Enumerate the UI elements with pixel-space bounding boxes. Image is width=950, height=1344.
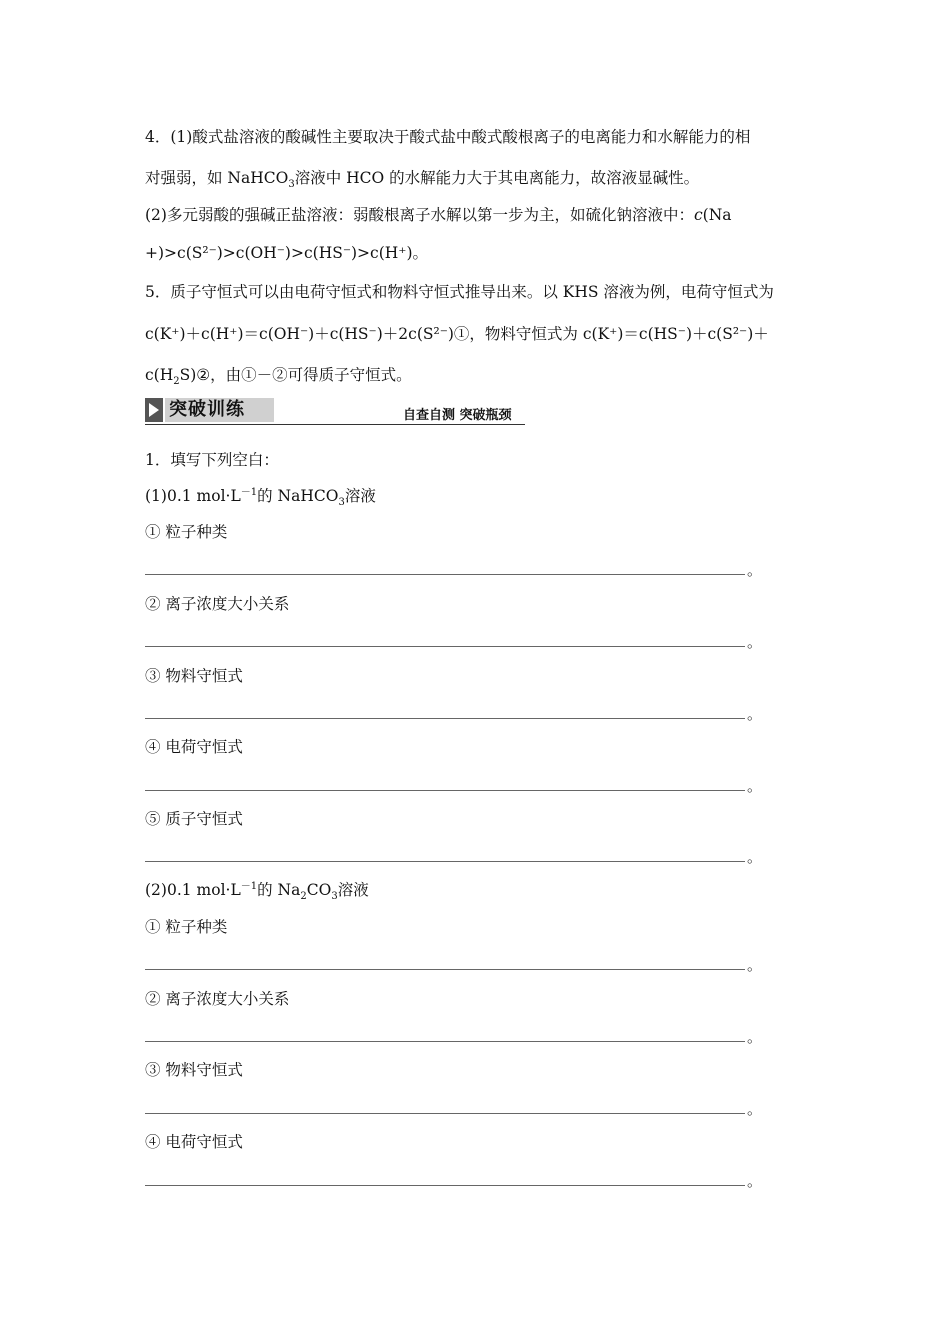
section-header xyxy=(145,398,525,425)
q1-part2-d: 溶液 xyxy=(337,881,369,899)
q1-part2-sub2: 3 xyxy=(331,891,338,903)
para4-line3-text: (2)多元弱酸的强碱正盐溶液：弱酸根离子水解以第一步为主，如硫化钠溶液中： xyxy=(145,206,694,224)
period-mark: 。 xyxy=(747,1172,763,1190)
para5-line3a: c(H xyxy=(145,366,174,384)
q1-p1-item-2: ② 离子浓度大小关系 xyxy=(145,595,290,613)
answer-blank[interactable] xyxy=(145,860,745,862)
q1-p2-item-1: ① 粒子种类 xyxy=(145,918,228,936)
period-mark: 。 xyxy=(747,633,763,651)
para4-line2-sub: 3 xyxy=(288,179,295,191)
q1-part1-sup: －1 xyxy=(240,486,258,498)
para5-line3 xyxy=(145,364,412,386)
q1-p2-item-4: ④ 电荷守恒式 xyxy=(145,1133,243,1151)
q1-p2-item-3: ③ 物料守恒式 xyxy=(145,1061,243,1079)
answer-blank[interactable] xyxy=(145,1184,745,1186)
q1-part1-b: 的 NaHCO xyxy=(257,487,339,505)
q1-part2-sup: －1 xyxy=(240,880,258,892)
q1-part1-a: (1)0.1 mol·L xyxy=(145,487,241,505)
section-subtitle: 自查自测 突破瓶颈 xyxy=(403,408,512,423)
q1-part2-a: (2)0.1 mol·L xyxy=(145,881,241,899)
para4-line3 xyxy=(145,204,732,226)
answer-blank[interactable] xyxy=(145,1040,745,1042)
period-mark: 。 xyxy=(747,561,763,579)
q1-part2-c: CO xyxy=(306,881,332,899)
q1-p2-item-2: ② 离子浓度大小关系 xyxy=(145,990,290,1008)
q1-part2-b: 的 Na xyxy=(257,881,301,899)
q1-p1-item-5: ⑤ 质子守恒式 xyxy=(145,810,243,828)
q1-heading: 1．填写下列空白： xyxy=(145,451,279,469)
para5-line3b: S)②，由①－②可得质子守恒式。 xyxy=(179,366,412,384)
para5-line2: c(K⁺)＋c(H⁺)＝c(OH⁻)＋c(HS⁻)＋2c(S²⁻)①，物料守恒式为 c(K⁺)＝c(HS⁻)＋c(S²⁻)＋ xyxy=(145,325,769,343)
q1-part1-title xyxy=(145,485,376,507)
answer-blank[interactable] xyxy=(145,717,745,719)
q1-p1-item-1: ① 粒子种类 xyxy=(145,523,228,541)
answer-blank[interactable] xyxy=(145,789,745,791)
para4-line2a: 对强弱，如 NaHCO xyxy=(145,169,289,187)
answer-blank[interactable] xyxy=(145,573,745,575)
q1-p1-item-3: ③ 物料守恒式 xyxy=(145,667,243,685)
period-mark: 。 xyxy=(747,777,763,795)
period-mark: 。 xyxy=(747,956,763,974)
para4-line3-c: c xyxy=(693,206,703,224)
para5-line1: 5．质子守恒式可以由电荷守恒式和物料守恒式推导出来。以 KHS 溶液为例，电荷守恒式为 xyxy=(145,283,774,301)
para4-line2b: 溶液中 HCO 的水解能力大于其电离能力，故溶液显碱性。 xyxy=(294,169,700,187)
period-mark: 。 xyxy=(747,1100,763,1118)
para4-line4: +)>c(S²⁻)>c(OH⁻)>c(HS⁻)>c(H⁺)。 xyxy=(145,244,429,262)
para5-line3-sub: 2 xyxy=(173,376,180,388)
section-title: 突破训练 xyxy=(165,398,274,422)
answer-blank[interactable] xyxy=(145,645,745,647)
period-mark: 。 xyxy=(747,1028,763,1046)
para4-line3-end: (Na xyxy=(702,206,732,224)
answer-blank[interactable] xyxy=(145,968,745,970)
q1-part1-c: 溶液 xyxy=(344,487,376,505)
answer-blank[interactable] xyxy=(145,1112,745,1114)
para4-line1: 4．(1)酸式盐溶液的酸碱性主要取决于酸式盐中酸式酸根离子的电离能力和水解能力的相 xyxy=(145,128,751,146)
q1-p1-item-4: ④ 电荷守恒式 xyxy=(145,738,243,756)
q1-part1-sub: 3 xyxy=(338,497,345,509)
play-arrow-icon xyxy=(145,398,163,422)
q1-part2-sub1: 2 xyxy=(300,891,307,903)
para4-line2 xyxy=(145,167,699,189)
q1-part2-title xyxy=(145,879,369,901)
period-mark: 。 xyxy=(747,705,763,723)
period-mark: 。 xyxy=(747,848,763,866)
